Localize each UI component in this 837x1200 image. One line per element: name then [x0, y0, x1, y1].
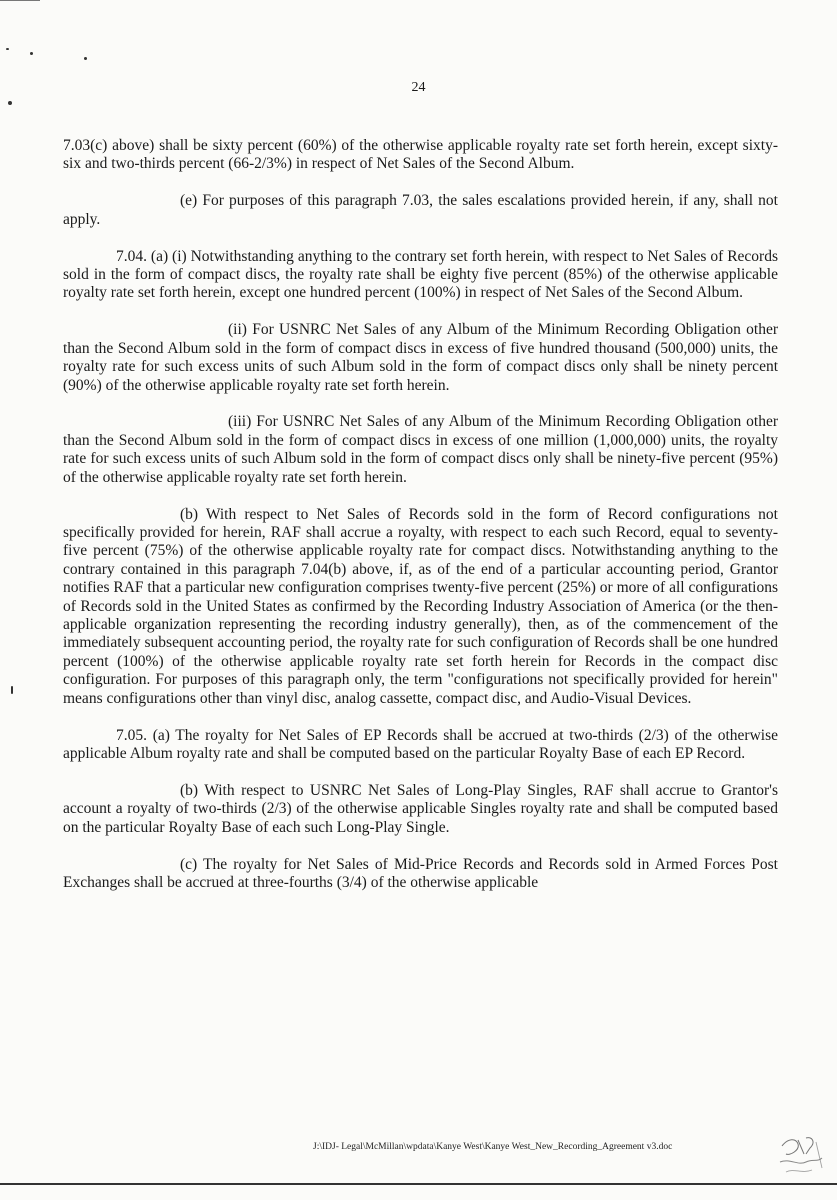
scan-speck	[8, 101, 12, 105]
paragraph-7-05-c: (c) The royalty for Net Sales of Mid-Price Records and Records sold in Armed Forces Post Exchanges shall be accrued at three-fourths (3/4) of the otherwise applicable	[63, 855, 778, 891]
paragraph-7-04-b: (b) With respect to Net Sales of Records sold in the form of Record configurations not specifically provided for herein, RAF shall accrue a royalty, with respect to each such Record, equal to seventy-five percent (75%) of the otherwise applicable royalty rate for compact discs. Notwithstanding anything to the contrary contained in this paragraph 7.04(b) above, if, as of the end of a particular accounting period, Grantor notifies RAF that a particular new configuration comprises twenty-five percent (25%) or more of all configurations of Records sold in the United States as confirmed by the Recording Industry Association of America (or the then-applicable organization representing the recording industry generally), then, as of the commencement of the immediately subsequent accounting period, the royalty rate for such configuration of Records shall be one hundred percent (100%) of the otherwise applicable royalty rate set forth herein for Records in the compact disc configuration. For purposes of this paragraph only, the term "configurations not specifically provided for herein" means configurations other than vinyl disc, analog cassette, compact disc, and Audio-Visual Devices.	[63, 505, 778, 707]
paragraph-7-04-a-iii: (iii) For USNRC Net Sales of any Album of the Minimum Recording Obligation other than the Second Album sold in the form of compact discs in excess of one million (1,000,000) units, the royalty rate for such excess units of such Album sold in the form of compact discs only shall be ninety-five percent (95%) of the otherwise applicable royalty rate set forth herein.	[63, 413, 778, 486]
footer-file-path: J:\IDJ- Legal\McMillan\wpdata\Kanye West\Kanye West_New_Recording_Agreement v3.doc	[313, 1142, 673, 1152]
document-body	[63, 137, 778, 911]
paragraph-7-03-c-continued: 7.03(c) above) shall be sixty percent (60%) of the otherwise applicable royalty rate set forth herein, except sixty-six and two-thirds percent (66-2/3%) in respect of Net Sales of the Second Album.	[63, 137, 778, 173]
page-number: 24	[411, 80, 426, 95]
handwritten-initials-icon	[776, 1132, 828, 1180]
scan-speck	[11, 686, 13, 694]
paragraph-7-04-a-i: 7.04. (a) (i) Notwithstanding anything to the contrary set forth herein, with respect to Net Sales of Records sold in the form of compact discs, the royalty rate shall be eighty five percent (85%) of the otherwise applicable royalty rate set forth herein, except one hundred percent (100%) in respect of Net Sales of the Second Album.	[63, 247, 778, 302]
scan-speck	[84, 57, 87, 60]
scan-speck	[30, 52, 33, 55]
bottom-rule	[0, 1183, 837, 1185]
paragraph-7-05-b: (b) With respect to USNRC Net Sales of Long-Play Singles, RAF shall accrue to Grantor's account a royalty of two-thirds (2/3) of the otherwise applicable Singles royalty rate and shall be computed based on the particular Royalty Base of each such Long-Play Single.	[63, 781, 778, 836]
scan-speck	[6, 48, 9, 50]
paragraph-7-04-a-ii: (ii) For USNRC Net Sales of any Album of the Minimum Recording Obligation other than the Second Album sold in the form of compact discs in excess of five hundred thousand (500,000) units, the royalty rate for such excess units of such Album sold in the form of compact discs only shall be ninety percent (90%) of the otherwise applicable royalty rate set forth herein.	[63, 321, 778, 394]
scan-edge-mark	[0, 0, 40, 5]
paragraph-7-05-a: 7.05. (a) The royalty for Net Sales of EP Records shall be accrued at two-thirds (2/3) of the otherwise applicable Album royalty rate and shall be computed based on the particular Royalty Base of each EP Record.	[63, 726, 778, 762]
paragraph-7-03-e: (e) For purposes of this paragraph 7.03, the sales escalations provided herein, if any, shall not apply.	[63, 192, 778, 228]
